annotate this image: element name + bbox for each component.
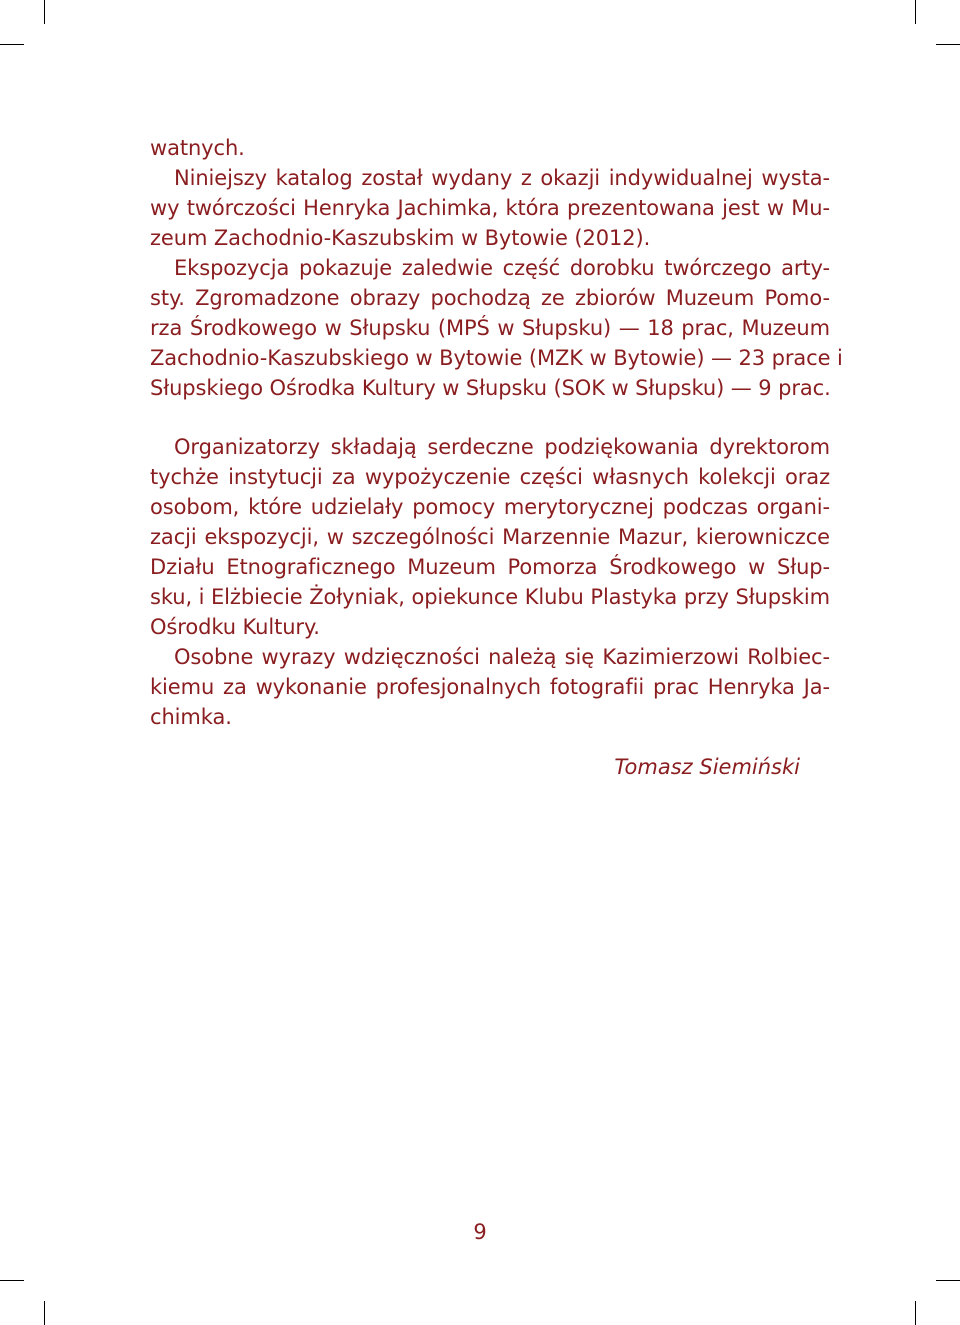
- text-line: watnych.: [150, 136, 245, 160]
- text-line: kiemu za wykonanie profesjonalnych fotografii prac Henryka Ja-: [150, 675, 830, 699]
- crop-mark-top-right-v: [915, 0, 916, 24]
- text-line: Zachodnio-Kaszubskiego w Bytowie (MZK w Bytowie) — 23 prace i: [150, 346, 843, 370]
- text-line: Słupskiego Ośrodka Kultury w Słupsku (SOK w Słupsku) — 9 prac.: [150, 376, 831, 400]
- crop-mark-top-left-v: [44, 0, 45, 24]
- text-line: zacji ekspozycji, w szczególności Marzennie Mazur, kierowniczce: [150, 525, 830, 549]
- crop-mark-bottom-left-h: [0, 1280, 24, 1281]
- text-line: Ekspozycja pokazuje zaledwie część dorobku twórczego arty-: [174, 256, 830, 280]
- text-line: zeum Zachodnio-Kaszubskim w Bytowie (2012).: [150, 226, 651, 250]
- crop-mark-bottom-left-v: [44, 1301, 45, 1325]
- text-line: wy twórczości Henryka Jachimka, która prezentowana jest w Mu-: [150, 196, 830, 220]
- text-line: tychże instytucji za wypożyczenie części własnych kolekcji oraz: [150, 465, 830, 489]
- crop-mark-bottom-right-v: [915, 1301, 916, 1325]
- text-line: sty. Zgromadzone obrazy pochodzą ze zbiorów Muzeum Pomo-: [150, 286, 830, 310]
- text-line: chimka.: [150, 705, 232, 729]
- text-line: Osobne wyrazy wdzięczności należą się Kazimierzowi Rolbiec-: [174, 645, 830, 669]
- text-line: osobom, które udzielały pomocy merytorycznej podczas organi-: [150, 495, 830, 519]
- page-number: 9: [473, 1220, 487, 1244]
- text-line: Niniejszy katalog został wydany z okazji indywidualnej wysta-: [174, 166, 830, 190]
- crop-mark-bottom-right-h: [936, 1280, 960, 1281]
- text-line: Działu Etnograficznego Muzeum Pomorza Środkowego w Słup-: [150, 555, 830, 579]
- crop-mark-top-left-h: [0, 44, 24, 45]
- text-line: sku, i Elżbiecie Żołyniak, opiekunce Klubu Plastyka przy Słupskim: [150, 585, 830, 609]
- text-line: rza Środkowego w Słupsku (MPŚ w Słupsku) — 18 prac, Muzeum: [150, 316, 830, 340]
- text-line: Ośrodku Kultury.: [150, 615, 320, 639]
- signature: Tomasz Siemiński: [614, 755, 800, 779]
- crop-mark-top-right-h: [936, 44, 960, 45]
- text-line: Organizatorzy składają serdeczne podziękowania dyrektorom: [174, 435, 830, 459]
